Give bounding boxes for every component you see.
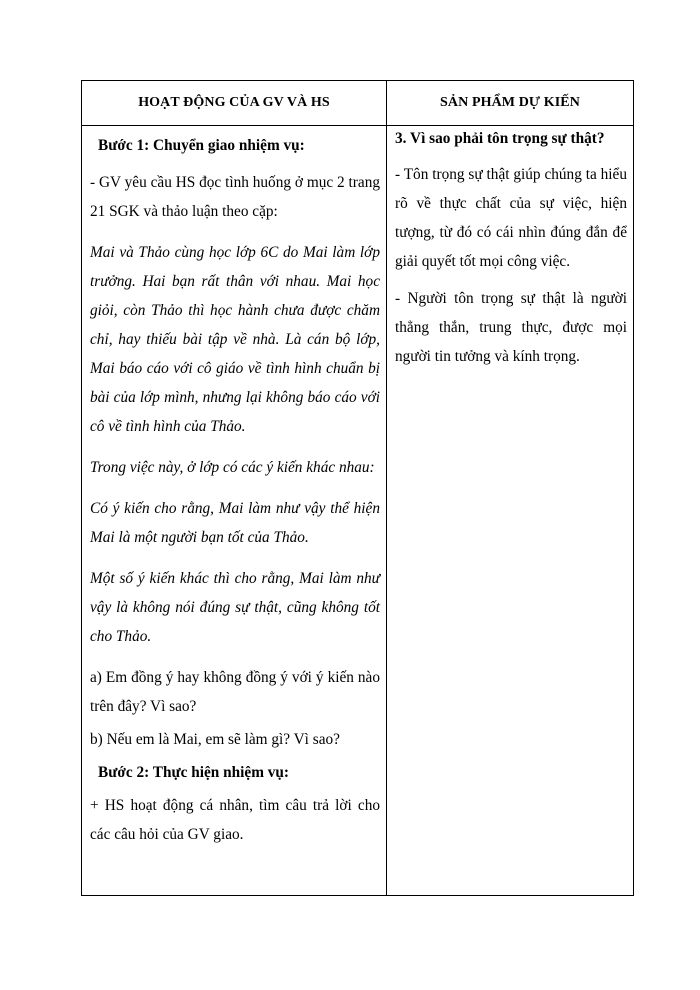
- story-text: Mai và Thảo cùng học lớp 6C do Mai làm lớp trưởng. Hai bạn rất thân với nhau. Mai học giỏi, còn Thảo thì học hành chưa được chăm chỉ, hay thiếu bài tập về nhà. Là cán bộ lớp, Mai báo cáo với cô giáo về tình hình chuẩn bị bài của lớp mình, nhưng lại không báo cáo với cô về tình hình của Thảo.: [90, 244, 380, 435]
- header-expected-products: SẢN PHẨM DỰ KIẾN: [387, 81, 634, 126]
- question-b: b) Nếu em là Mai, em sẽ làm gì? Vì sao?: [90, 731, 340, 748]
- opinion-2: Một số ý kiến khác thì cho rằng, Mai làm như vậy là không nói đúng sự thật, cũng không tốt cho Thảo.: [90, 570, 380, 645]
- product-point-1: - Tôn trọng sự thật giúp chúng ta hiểu rõ về thực chất của sự việc, hiện tượng, từ đó có cái nhìn đúng đắn để giải quyết tốt mọi công việc.: [395, 166, 627, 270]
- step2-text: + HS hoạt động cá nhân, tìm câu trả lời cho các câu hỏi của GV giao.: [90, 797, 380, 843]
- question-a: a) Em đồng ý hay không đồng ý với ý kiến nào trên đây? Vì sao?: [90, 669, 380, 715]
- table-body-row: [82, 126, 634, 896]
- activity-table: [81, 80, 634, 896]
- step2-title: Bước 2: Thực hiện nhiệm vụ:: [98, 764, 290, 781]
- product-point-2: - Người tôn trọng sự thật là người thẳng thắn, trung thực, được mọi người tin tưởng và kính trọng.: [395, 290, 627, 365]
- header-teacher-student-activities: HOẠT ĐỘNG CỦA GV VÀ HS: [82, 81, 387, 126]
- opinion-1: Có ý kiến cho rằng, Mai làm như vậy thể hiện Mai là một người bạn tốt của Thảo.: [90, 500, 380, 546]
- step1-title: Bước 1: Chuyển giao nhiệm vụ:: [98, 137, 305, 154]
- activities-cell: [82, 126, 387, 896]
- expected-products-cell: [387, 126, 634, 896]
- opinions-intro: Trong việc này, ở lớp có các ý kiến khác nhau:: [90, 459, 375, 476]
- step1-instruction: - GV yêu cầu HS đọc tình huống ở mục 2 trang 21 SGK và thảo luận theo cặp:: [90, 174, 380, 220]
- section-3-title: 3. Vì sao phải tôn trọng sự thật?: [395, 130, 605, 147]
- table-header-row: [82, 81, 634, 126]
